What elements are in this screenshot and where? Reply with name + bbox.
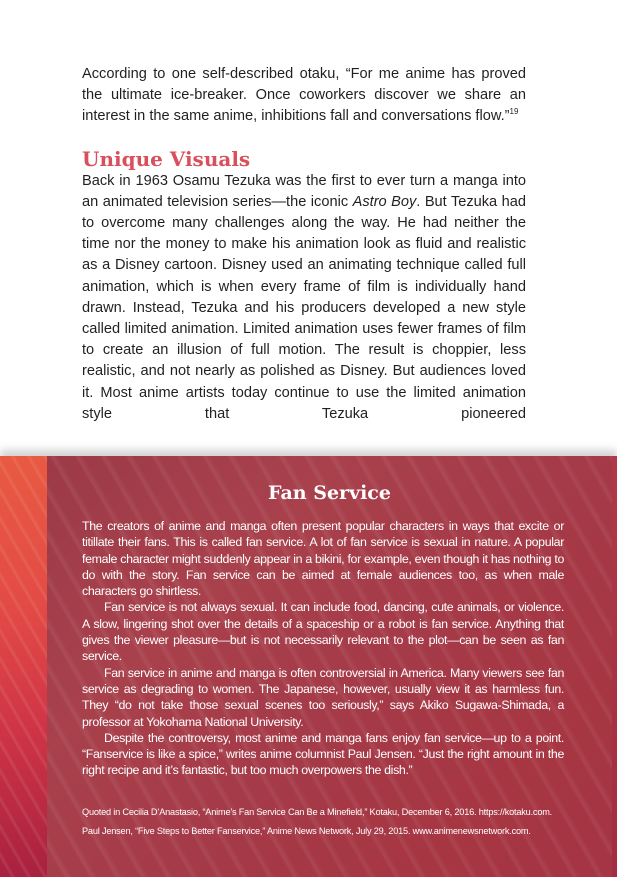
section-text-2: . But Tezuka had to overcome many challenges along the way. He had neither the time nor the money to make his animation look as fluid and realistic as a Disney cartoon. Disney used an animating technique called full animation, which is when every frame of film is individually hand drawn. Instead, Tezuka and his producers developed a new style called limited animation. Limited animation uses fewer frames of film to create an illusion of full motion. The result is choppier, less realistic, and not nearly as polished as Disney. But audiences loved it. Most anime artists today continue to use the limited animation style that Tezuka pioneered	[82, 193, 526, 422]
decorative-edge	[612, 456, 617, 877]
intro-paragraph	[82, 64, 526, 128]
sidebar-body	[82, 518, 564, 779]
sidebar-paragraph: The creators of anime and manga often present popular characters in ways that excite or titillate their fans. This is called fan service. A lot of fan service is sexual in nature. A popular female character might suddenly appear in a bikini, for example, even though it has nothing to do with the story. Fan service can be aimed at female audiences too, as when male characters go shirtless.	[82, 519, 564, 599]
footnote: Quoted in Cecilia D’Anastasio, “Anime’s Fan Service Can Be a Minefield,” Kotaku, December 6, 2016. https://kotaku.com.	[82, 807, 553, 817]
sidebar-footnotes	[82, 806, 564, 844]
sidebar-paragraph: Despite the controversy, most anime and manga fans enjoy fan service—up to a point. “Fanservice is like a spice,” writes anime columnist Paul Jensen. “Just the right amount in the right recipe and it’s fantastic, but too much overpowers the dish.”	[82, 730, 564, 778]
section-text-1: Back in 1963 Osamu Tezuka was the first to ever turn a manga into an animated television series—the iconic	[82, 172, 526, 210]
sidebar-title: Fan Service	[268, 482, 391, 504]
section-paragraph	[82, 171, 526, 425]
sidebar-box	[47, 456, 612, 877]
main-text-column	[82, 64, 526, 425]
decorative-band	[0, 456, 47, 877]
sidebar-paragraph: Fan service is not always sexual. It can include food, dancing, cute animals, or violence. A slow, lingering shot over the details of a spaceship or a robot is fan service. Anything that gives the viewer pleasure—but is not necessarily relevant to the plot—can be seen as fan service.	[82, 600, 564, 664]
footnote-ref: 19	[509, 107, 519, 117]
fan-service-sidebar	[0, 456, 617, 877]
title-astro-boy: Astro Boy	[352, 193, 417, 210]
footnote: Paul Jensen, “Five Steps to Better Fanservice,” Anime News Network, July 29, 2015. www.animenewsnetwork.com.	[82, 826, 531, 836]
intro-text: According to one self-described otaku, “For me anime has proved the ultimate ice-breaker. Once coworkers discover we share an interest in the same anime, inhibitions fall and conversations flow.”	[82, 66, 526, 125]
sidebar-paragraph: Fan service in anime and manga is often controversial in America. Many viewers see fan service as degrading to women. The Japanese, however, usually view it as harmless fun. They “do not take those sexual scenes too seriously,” says Akiko Sugawa-Shimada, a professor at Yokohama National University.	[82, 665, 564, 729]
section-title: Unique Visuals	[82, 146, 251, 171]
